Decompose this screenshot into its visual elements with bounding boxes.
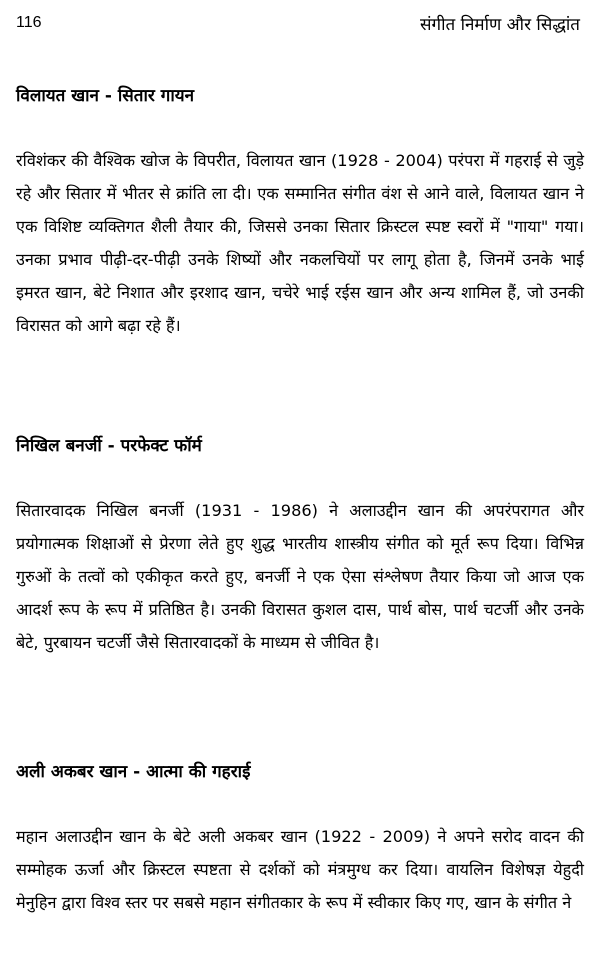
section-heading: अली अकबर खान - आत्मा की गहराई	[16, 762, 251, 782]
running-title: संगीत निर्माण और सिद्धांत	[420, 15, 580, 35]
section-paragraph: रविशंकर की वैश्विक खोज के विपरीत, विलायत खान (1928 - 2004) परंपरा में गहराई से जुड़े रहे और सितार में भीतर से क्रांति ला दी। एक सम्मानित संगीत वंश से आने वाले, विलायत खान ने एक विशिष्ट व्यक्तिगत शैली तैयार की, जिससे उनका सितार क्रिस्टल स्पष्ट स्वरों में "गाया" गया। उनका प्रभाव पीढ़ी-दर-पीढ़ी उनके शिष्यों और नकलचियों पर लागू होता है, जिनमें उनके भाई इमरत खान, बेटे निशात और इरशाद खान, चचेरे भाई रईस खान और अन्य शामिल हैं, जो उनकी विरासत को आगे बढ़ा रहे हैं।	[16, 151, 584, 335]
section-ali-akbar-khan	[16, 758, 584, 912]
section-heading: विलायत खान - सितार गायन	[16, 86, 195, 106]
section-heading: निखिल बनर्जी - परफेक्ट फॉर्म	[16, 436, 202, 456]
section-nikhil-banerjee	[16, 432, 584, 652]
section-paragraph: महान अलाउद्दीन खान के बेटे अली अकबर खान (1922 - 2009) ने अपने सरोद वादन की सम्मोहक ऊर्जा और क्रिस्टल स्पष्टता से दर्शकों को मंत्रमुग्ध कर दिया। वायलिन विशेषज्ञ येहुदी मेनुहिन द्वारा विश्व स्तर पर सबसे महान संगीतकार के रूप में स्वीकार किए गए, खान के संगीत ने	[16, 827, 584, 912]
page-header	[16, 14, 580, 42]
section-vilayat-khan	[16, 82, 584, 335]
section-paragraph: सितारवादक निखिल बनर्जी (1931 - 1986) ने अलाउद्दीन खान की अपरंपरागत और प्रयोगात्मक शिक्षाओं से प्रेरणा लेते हुए शुद्ध भारतीय शास्त्रीय संगीत को मूर्त रूप दिया। विभिन्न गुरुओं के तत्वों को एकीकृत करते हुए, बनर्जी ने एक ऐसा संश्लेषण तैयार किया जो आज एक आदर्श रूप के रूप में प्रतिष्ठित है। उनकी विरासत कुशल दास, पार्थ बोस, पार्थ चटर्जी और उनके बेटे, पुरबायन चटर्जी जैसे सितारवादकों के माध्यम से जीवित है।	[16, 501, 584, 652]
page-number: 116	[16, 14, 42, 31]
